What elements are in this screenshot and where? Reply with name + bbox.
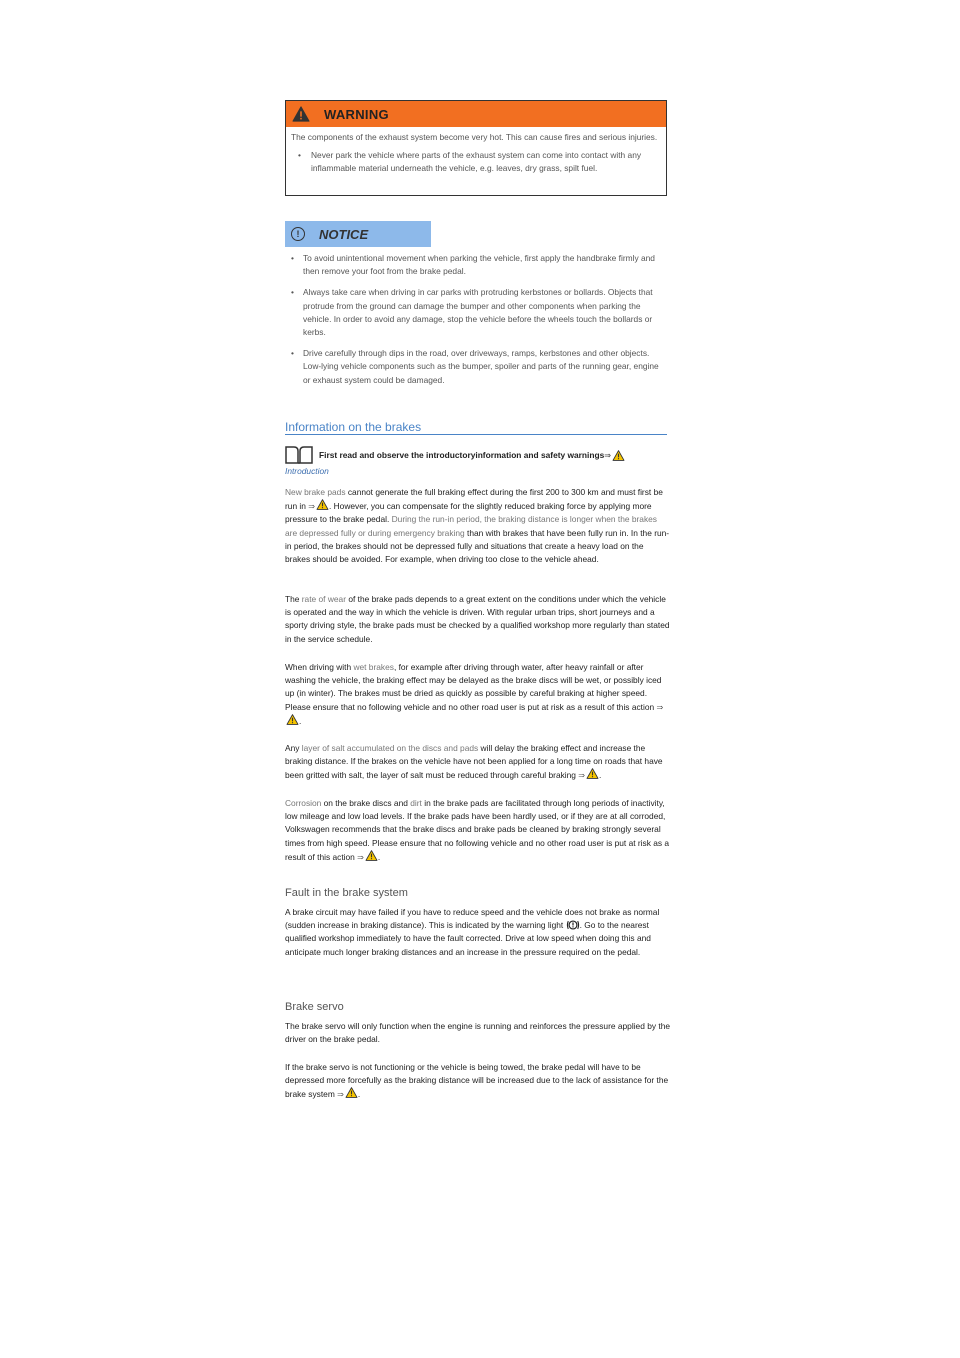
warning-triangle-icon[interactable] [286,714,302,726]
highlight-term: New brake pads [285,487,346,497]
text: A brake circuit may have failed if you have to reduce speed and the vehicle does not brake as normal (sudden increase in braking distance). This is indicated by the warning light [285,907,660,931]
notice-title: NOTICE [319,226,369,242]
paragraph-corrosion [285,797,670,864]
arrow-glyph: ⇒ [656,702,664,712]
text: will delay the braking effect and increase the braking distance. If the brakes on the vehicle have not been applied for a long time on roads that have been gritted with salt, the layer of salt must be reduced through careful braking [285,743,663,781]
fault-title: Fault in the brake system [285,887,408,899]
section-title: Information on the brakes [285,420,667,435]
warning-box [285,100,667,196]
highlight-term: wet brakes [353,662,394,672]
highlight-term: rate of wear [301,594,346,604]
warning-header [286,101,666,127]
paragraph-salt-layer [285,742,670,783]
arrow-glyph: ⇒ [357,852,364,862]
notice-list [285,252,667,395]
text: . [377,851,381,862]
notice-bullet: • Drive carefully through dips in the road, over driveways, ramps, kerbstones and other objects. Low-lying vehicle components such as the bumper, spoiler and parts of the running gear, engine or exhaust system could be damaged. [285,347,667,387]
text: If the brake servo is not functioning or the vehicle is being towed, the brake pedal will have to be depressed more forcefully as the braking distance will be increased due to the lack of assistance for the brake system [285,1062,669,1100]
text: in the brake pads are facilitated through long periods of inactivity, low mileage and low load levels. If the brake pads have been hardly used, or if they are at all corroded, Volkswagen recommends that the brake discs and brake pads be cleaned by braking strongly several times from high speed. Please ensure that no following vehicle and no other road user is put at risk as a result of this action [285,798,670,862]
warning-intro: The components of the exhaust system become very hot. This can cause fires and serious injuries. [291,132,658,142]
text: of the brake pads depends to a great extent on the conditions under which the vehicle is operated and the way in which the vehicle is driven. With regular urban trips, short journeys and a sporty driving style, the brake pads must be checked by a qualified workshop more regularly than stated in the service schedule. [285,594,670,644]
text: . However, you can compensate for the slightly reduced braking force by applying more pressure to the brake pedal. [285,501,652,525]
arrow-glyph: ⇒ [337,1090,344,1100]
highlight-term: During the run-in period, the braking distance is longer when the brakes are depressed fully or during emergency braking [285,514,657,538]
paragraph-fault [285,906,670,959]
text: cannot generate the full braking effect during the first 200 to 300 km and must first be run in [285,487,663,512]
paragraph-rate-of-wear [285,593,670,646]
intro-text: First read and observe the introductoryinformation and safety warnings [319,450,605,460]
paragraph-wet-brakes [285,661,670,728]
warning-triangle-icon[interactable] [316,499,329,510]
introduction-link[interactable]: Introduction [285,466,329,476]
notice-bullet: • To avoid unintentional movement when parking the vehicle, first apply the handbrake firmly and then remove your foot from the brake pedal. [285,252,667,278]
warning-body [286,127,666,175]
intro-row [285,446,667,464]
notice-exclamation-icon: ! [291,227,305,241]
highlight-term: layer of salt accumulated on the discs and pads [301,743,479,753]
warning-triangle-icon[interactable] [612,450,625,461]
servo-title: Brake servo [285,1001,344,1013]
text: . [299,715,302,726]
text: on the brake discs and [321,798,411,808]
highlight-term: dirt [410,798,422,808]
notice-bullet: • Always take care when driving in car parks with protruding kerbstones or bollards. Objects that protrude from the ground can damage the bumper and other components when parking the vehicle. In order to avoid any damage, stop the vehicle before the wheels touch the bollards or kerbs. [285,286,667,339]
text: . [599,770,602,781]
warning-triangle-icon[interactable] [586,768,602,781]
paragraph-servo-2 [285,1061,670,1102]
brake-warning-light-icon [566,919,580,931]
text: . Go to the nearest qualified workshop immediately to have the fault corrected. Drive at low speed when doing this and anticipate much longer braking distances and an increase in the pressure required on the pedal. [285,920,651,957]
arrow-glyph: ⇒ [604,450,611,460]
arrow-glyph: ⇒ [578,771,585,781]
paragraph-new-brake-pads [285,486,670,566]
warning-bullet: • Never park the vehicle where parts of the exhaust system can come into contact with any inflammable material underneath the vehicle, e.g. leaves, dry grass, spilt fuel. [291,149,658,175]
text: than with brakes that have been fully run in. In the run-in period, the brakes should not be depressed fully and situations that create a heavy load on the brakes should be avoided. For example, when driving too close to the vehicle ahead. [285,527,670,565]
highlight-term: Corrosion [285,798,322,808]
warning-triangle-icon [292,106,310,122]
warning-title: WARNING [324,106,389,122]
arrow-glyph: ⇒ [308,502,315,512]
text: , for example after driving through water, after heavy rainfall or after washing the vehicle, the braking effect may be delayed as the brake discs will be wet, or possibly iced up (in winter). The brakes must be dried as quickly as possible by careful braking at higher speed. Please ensure that no following vehicle and no other road user is put at risk as a result of this action [285,662,662,712]
warning-triangle-icon[interactable] [365,850,381,862]
text: Any [285,743,302,753]
text: . [357,1089,361,1100]
text: When driving with [285,662,354,672]
warning-triangle-icon[interactable] [345,1087,361,1100]
notice-header [285,221,431,247]
book-icon [285,446,313,464]
paragraph-servo-1: The brake servo will only function when the engine is running and reinforces the pressure applied by the driver on the brake pedal. [285,1021,671,1045]
text: The [285,594,302,604]
